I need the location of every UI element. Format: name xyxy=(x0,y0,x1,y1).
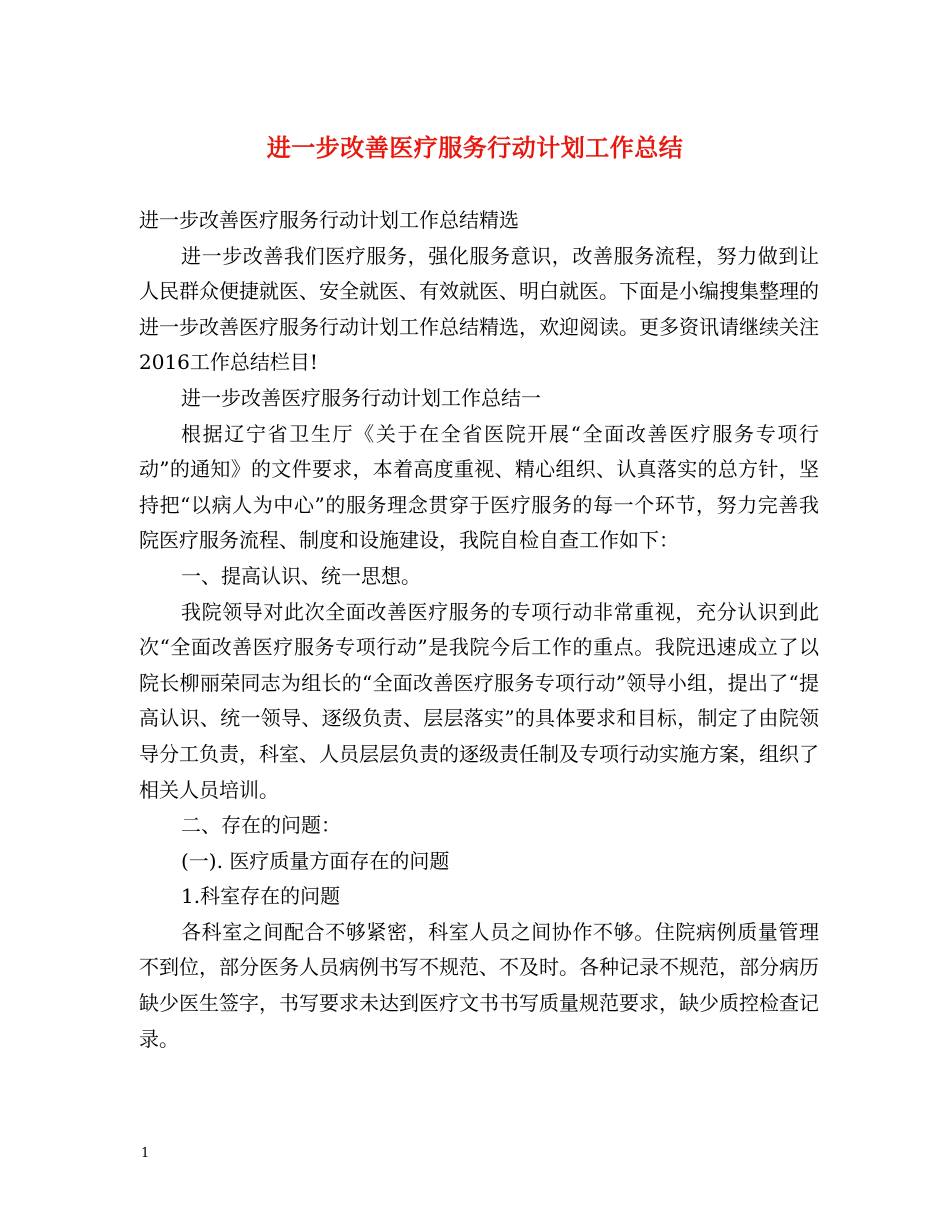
body-paragraph: 根据辽宁省卫生厅《关于在全省医院开展“全面改善医疗服务专项行动”的通知》的文件要求，本着高度重视、精心组织、认真落实的总方针，坚持把“以病人为中心”的服务理念贯穿于医疗服务的每一个环节，努力完善我院医疗服务流程、制度和设施建设，我院自检自查工作如下： xyxy=(139,421,819,553)
subtitle-paragraph: 进一步改善医疗服务行动计划工作总结精选 xyxy=(139,208,519,232)
document-title: 进一步改善医疗服务行动计划工作总结 xyxy=(266,133,684,162)
subsection-heading: (一). 医疗质量方面存在的问题 xyxy=(181,848,450,873)
page-number: 1 xyxy=(141,1146,150,1161)
section-heading: 二、存在的问题： xyxy=(181,813,341,838)
body-paragraph: 我院领导对此次全面改善医疗服务的专项行动非常重视，充分认识到此次“全面改善医疗服务专项行动”是我院今后工作的重点。我院迅速成立了以院长柳丽荣同志为组长的“全面改善医疗服务专项行动”领导小组，提出了“提高认识、统一领导、逐级负责、层层落实”的具体要求和目标，制定了由院领导分工负责，科室、人员层层负责的逐级责任制及专项行动实施方案，组织了相关人员培训。 xyxy=(139,599,819,802)
subsection-heading: 1.科室存在的问题 xyxy=(181,884,341,909)
body-paragraph: 各科室之间配合不够紧密，科室人员之间协作不够。住院病例质量管理不到位，部分医务人员病例书写不规范、不及时。各种记录不规范，部分病历缺少医生签字，书写要求未达到医疗文书书写质量规范要求，缺少质控检查记录。 xyxy=(139,919,819,1051)
document-body xyxy=(139,203,819,1057)
intro-paragraph: 进一步改善我们医疗服务，强化服务意识，改善服务流程，努力做到让人民群众便捷就医、安全就医、有效就医、明白就医。下面是小编搜集整理的进一步改善医疗服务行动计划工作总结精选，欢迎阅读。更多资讯请继续关注2016工作总结栏目! xyxy=(139,243,819,375)
section-heading: 进一步改善医疗服务行动计划工作总结一 xyxy=(181,385,541,410)
section-heading: 一、提高认识、统一思想。 xyxy=(181,563,421,588)
